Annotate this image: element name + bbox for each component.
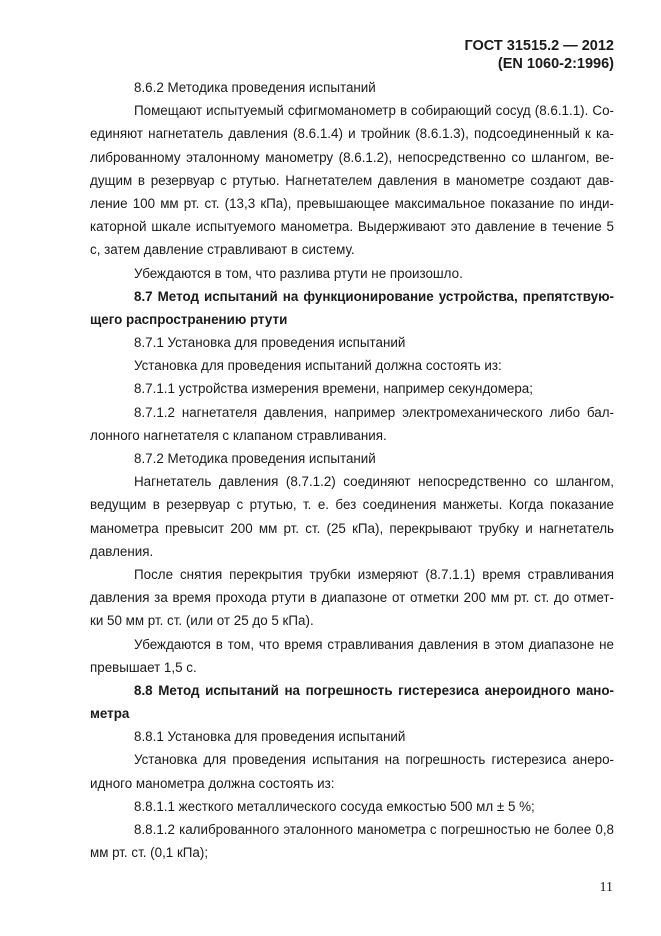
text-line: 8.7.2 Методика проведения испытаний bbox=[134, 451, 376, 466]
text-line: Установка для проведения испытаний должна состоять из: bbox=[134, 358, 502, 374]
text-line: идного манометра должна состоять из: bbox=[90, 775, 335, 791]
text-line: После снятия перекрытия трубки измеряют (8.7.1.1) время стравливания bbox=[134, 566, 614, 582]
document-header bbox=[464, 37, 614, 73]
text-line: 8.7.1.1 устройства измерения времени, например секундомера; bbox=[134, 381, 533, 397]
text-line: давления. bbox=[90, 543, 154, 559]
section-heading-line: 8.7 Метод испытаний на функционирование устройства, препятствую- bbox=[134, 288, 614, 304]
text-line: манометра превысит 200 мм рт. ст. (25 кПа), перекрывают трубку и нагнетатель bbox=[90, 520, 614, 536]
text-line: 8.8.1 Установка для проведения испытаний bbox=[134, 729, 406, 745]
text-line: 8.7.1.2 нагнетателя давления, например электромеханического либо бал- bbox=[134, 404, 614, 420]
section-heading-line: метра bbox=[90, 706, 130, 722]
text-line: 8.8.1.2 калиброванного эталонного манометра с погрешностью не более 0,8 bbox=[134, 822, 614, 837]
text-line: ки 50 мм рт. ст. (или от 25 до 5 кПа). bbox=[90, 613, 314, 629]
text-line: Убеждаются в том, что разлива ртути не произошло. bbox=[134, 265, 463, 281]
standard-equivalent: (EN 1060-2:1996) bbox=[497, 56, 614, 72]
text-line: превышает 1,5 с. bbox=[90, 659, 197, 675]
text-line: мм рт. ст. (0,1 кПа); bbox=[90, 845, 209, 861]
text-line: каторной шкале испытуемого манометра. Выдерживают это давление в течение 5 bbox=[90, 219, 614, 235]
text-line: либрованному эталонному манометру (8.6.1.2), непосредственно со шлангом, ве- bbox=[90, 149, 614, 165]
text-line: Установка для проведения испытания на погрешность гистерезиса анеро- bbox=[134, 752, 614, 768]
text-line: Помещают испытуемый сфигмоманометр в собирающий сосуд (8.6.1.1). Со- bbox=[134, 103, 614, 119]
text-line: 8.7.1 Установка для проведения испытаний bbox=[134, 335, 406, 351]
text-line: давления за время прохода ртути в диапазоне от отметки 200 мм рт. ст. до отмет- bbox=[90, 590, 614, 606]
text-line: с, затем давление стравливают в систему. bbox=[90, 242, 355, 258]
text-line: Нагнетатель давления (8.7.1.2) соединяют непосредственно со шлангом, bbox=[134, 474, 614, 490]
text-line: ление 100 мм рт. ст. (13,3 кПа), превышающее максимальное показание по инди- bbox=[90, 195, 614, 211]
text-line: ведущим в резервуар с ртутью, т. е. без соединения манжеты. Когда показание bbox=[90, 497, 614, 513]
text-line: единяют нагнетатель давления (8.6.1.4) и тройник (8.6.1.3), подсоединенный к ка- bbox=[90, 126, 614, 142]
page-number: 11 bbox=[599, 880, 613, 895]
text-line: 8.6.2 Методика проведения испытаний bbox=[134, 80, 376, 95]
text-line: лонного нагнетателя с клапаном стравливания. bbox=[90, 427, 387, 443]
section-heading-line: щего распространению ртути bbox=[90, 311, 288, 327]
document-body bbox=[90, 76, 614, 864]
standard-number: ГОСТ 31515.2 — 2012 bbox=[464, 38, 614, 54]
text-line: дущим в резервуар с ртутью. Нагнетателем давления в манометре создают дав- bbox=[90, 172, 614, 188]
text-line: 8.8.1.1 жесткого металлического сосуда емкостью 500 мл ± 5 %; bbox=[134, 798, 535, 814]
section-heading-line: 8.8 Метод испытаний на погрешность гистерезиса анероидного мано- bbox=[134, 682, 614, 698]
text-line: Убеждаются в том, что время стравливания давления в этом диапазоне не bbox=[134, 636, 614, 652]
